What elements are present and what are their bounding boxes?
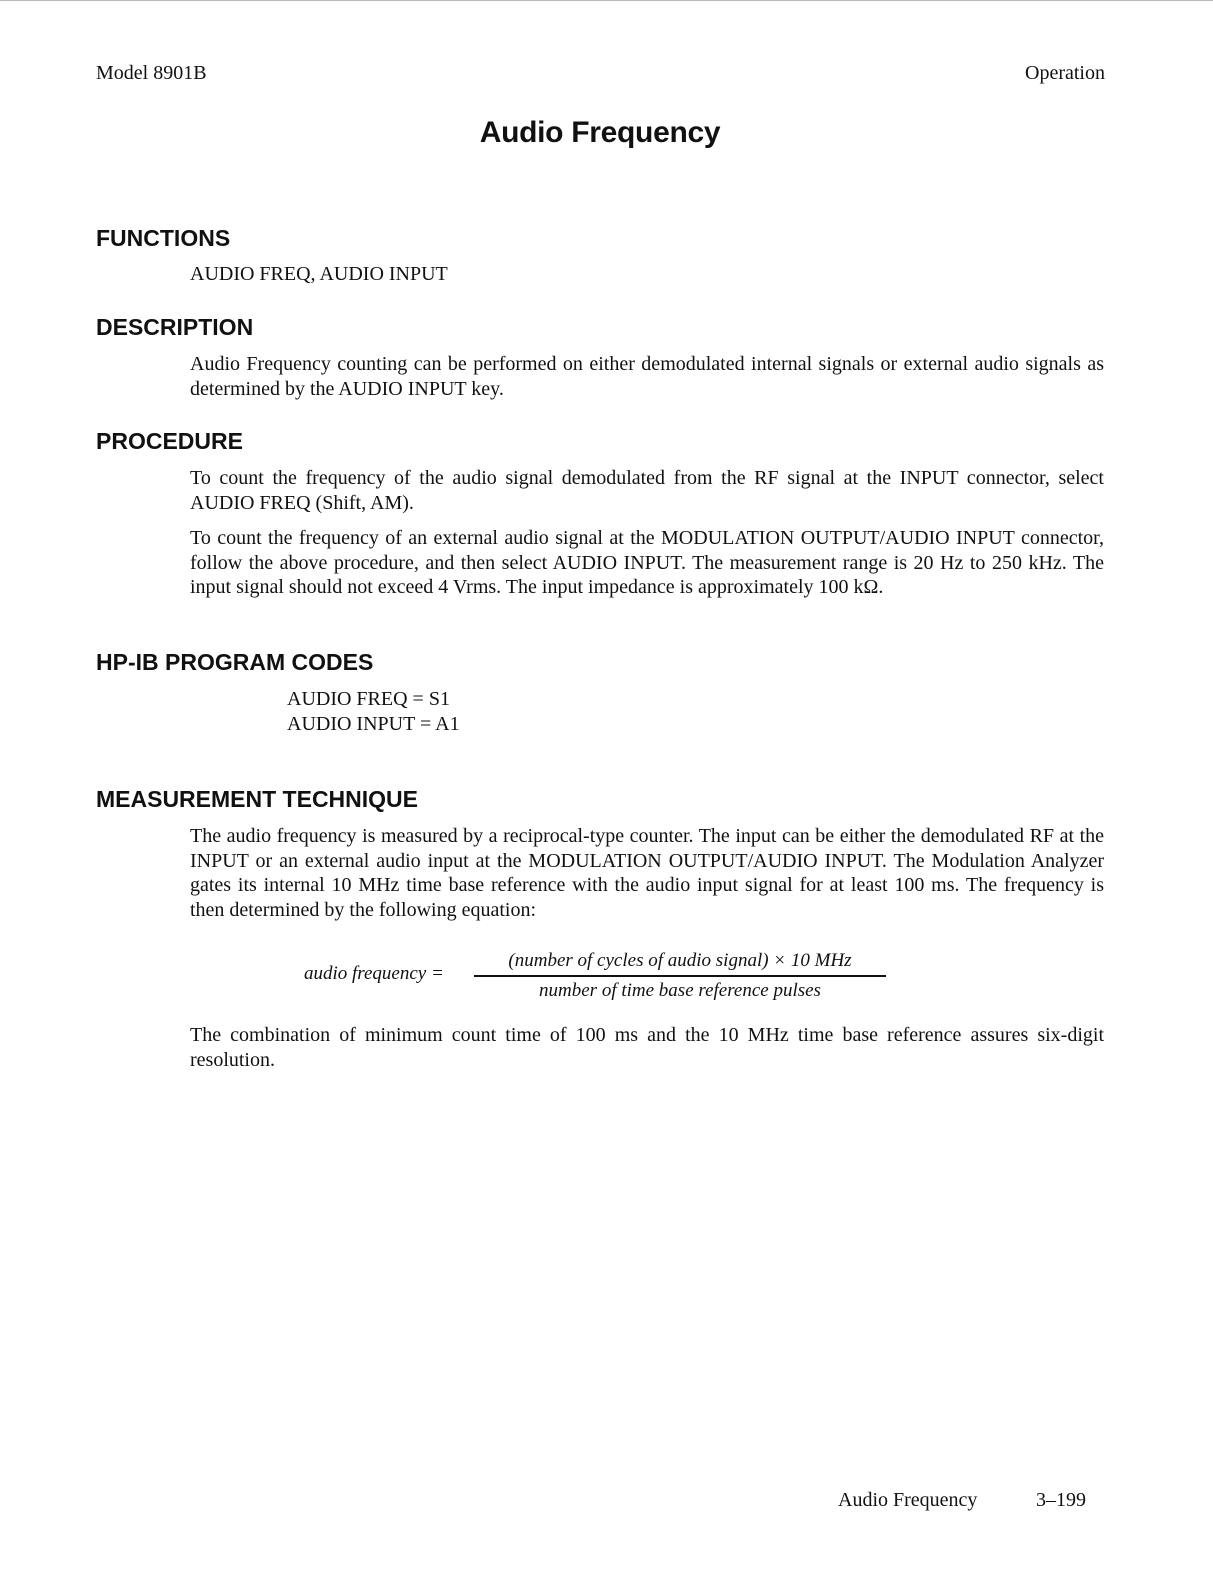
description-heading: DESCRIPTION: [96, 314, 254, 340]
footer-title: Audio Frequency: [838, 1489, 978, 1511]
functions-heading: FUNCTIONS: [96, 225, 231, 251]
technique-heading: MEASUREMENT TECHNIQUE: [96, 786, 419, 812]
procedure-paragraph-2: To count the frequency of an external audio signal at the MODULATION OUTPUT/AUDIO INPUT connector, follow the above procedure, and then select AUDIO INPUT. The measurement range is 20 Hz to 250 kHz. The input signal should not exceed 4 Vrms. The input impedance is approximately 100 kΩ.: [190, 527, 1104, 598]
functions-paragraph: AUDIO FREQ, AUDIO INPUT: [190, 263, 448, 285]
page-title: Audio Frequency: [479, 116, 721, 149]
equation-lhs: audio frequency =: [304, 963, 444, 984]
header-section: Operation: [1025, 62, 1105, 84]
equation-denominator: number of time base reference pulses: [539, 979, 821, 1001]
technique-paragraph-2: The combination of minimum count time of 100 ms and the 10 MHz time base reference assures six-digit resolution.: [190, 1024, 1104, 1071]
technique-paragraph-1: The audio frequency is measured by a reciprocal-type counter. The input can be either the demodulated RF at the INPUT or an external audio input at the MODULATION OUTPUT/AUDIO INPUT. The Modulation Analyzer gates its internal 10 MHz time base reference with the audio input signal for at least 100 ms. The frequency is then determined by the following equation:: [190, 825, 1104, 921]
top-rule: [0, 0, 1213, 1]
functions-text: [190, 262, 1104, 287]
fraction-bar: [474, 975, 886, 977]
technique-text-2: [190, 1023, 1104, 1072]
frequency-equation: [300, 948, 900, 1008]
footer-page-number: 3–199: [1036, 1489, 1086, 1511]
header-model: Model 8901B: [96, 62, 207, 84]
procedure-paragraph-1: To count the frequency of the audio signal demodulated from the RF signal at the INPUT connector, select AUDIO FREQ (Shift, AM).: [190, 467, 1104, 514]
technique-text: [190, 824, 1104, 922]
program-code-audio-input: AUDIO INPUT = A1: [287, 712, 460, 735]
program-codes-list: [287, 687, 460, 736]
equation-numerator: (number of cycles of audio signal) × 10 MHz: [508, 950, 852, 971]
procedure-heading: PROCEDURE: [96, 428, 243, 454]
program-codes-heading: HP-IB PROGRAM CODES: [96, 649, 374, 675]
description-paragraph: Audio Frequency counting can be performed on either demodulated internal signals or external audio signals as determined by the AUDIO INPUT key.: [190, 353, 1104, 400]
description-text: [190, 352, 1104, 401]
program-code-audio-freq: AUDIO FREQ = S1: [287, 688, 450, 710]
equation-fraction: [474, 948, 886, 1003]
procedure-text: [190, 466, 1104, 600]
